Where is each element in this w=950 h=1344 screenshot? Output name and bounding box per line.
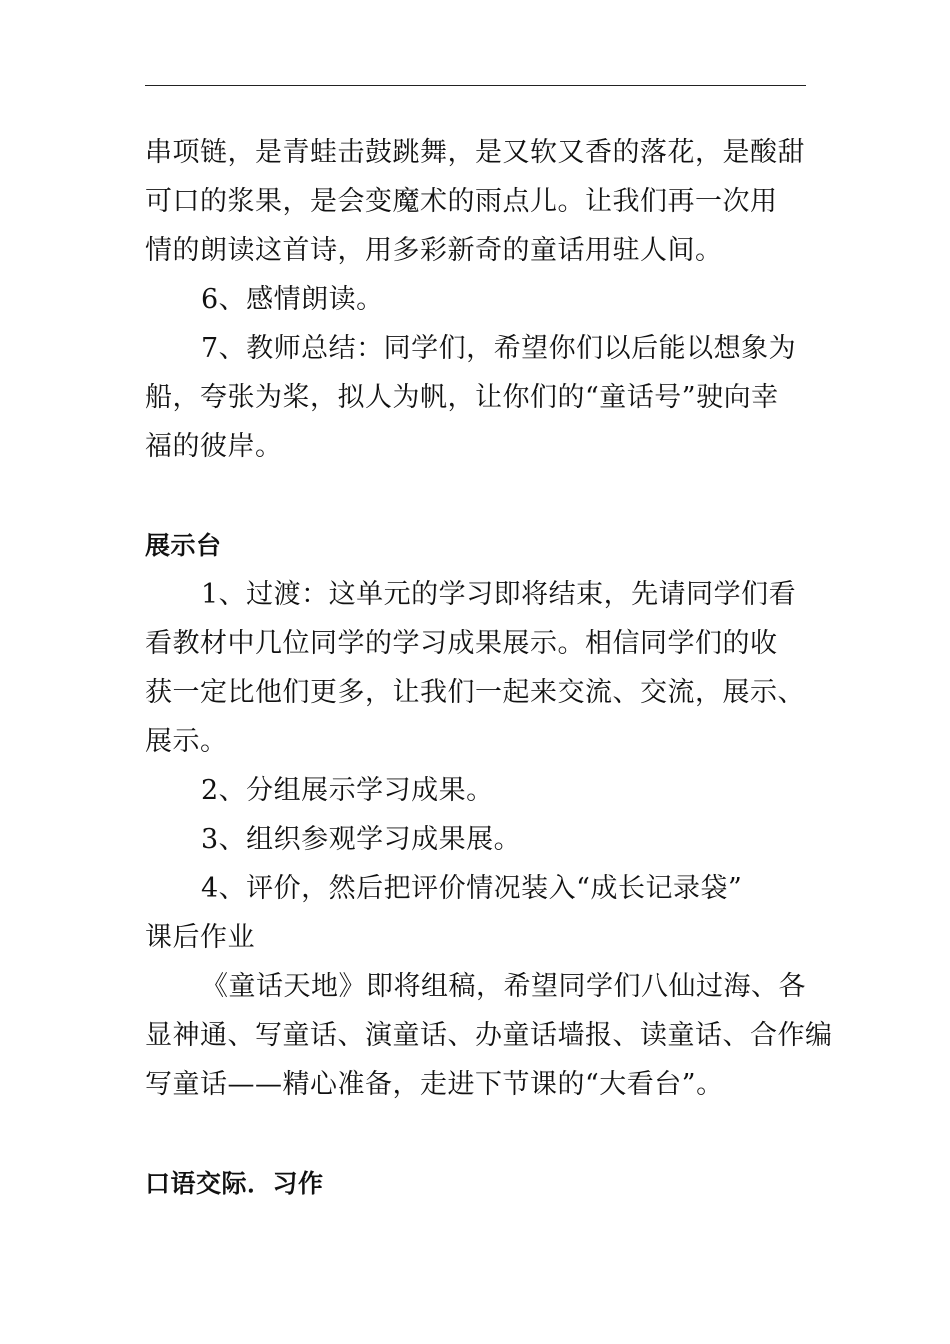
showcase-item-1-line: 展示。 [145, 726, 228, 757]
showcase-item-3: 3、组织参观学习成果展。 [201, 824, 522, 855]
step-7-line: 船，夸张为桨，拟人为帆，让你们的“童话号”驶向幸 [145, 382, 779, 413]
paragraph-line: 串项链，是青蛙击鼓跳舞，是又软又香的落花，是酸甜 [145, 137, 805, 168]
showcase-item-1-line: 获一定比他们更多，让我们一起来交流、交流，展示、 [145, 677, 805, 708]
section-heading-oral-writing: 口语交际．习作 [145, 1169, 324, 1198]
showcase-item-2: 2、分组展示学习成果。 [201, 775, 494, 806]
section-heading-showcase: 展示台 [145, 531, 222, 560]
paragraph-line: 可口的浆果，是会变魔术的雨点儿。让我们再一次用 [145, 186, 778, 217]
spacer [145, 471, 810, 521]
step-6: 6、感情朗读。 [201, 284, 384, 315]
spacer [145, 1109, 810, 1159]
showcase-item-4: 4、评价，然后把评价情况装入“成长记录袋” [201, 873, 743, 904]
showcase-item-1-line: 1、过渡：这单元的学习即将结束，先请同学们看 [201, 579, 797, 610]
showcase-item-1-line: 看教材中几位同学的学习成果展示。相信同学们的收 [145, 628, 778, 659]
paragraph-line: 情的朗读这首诗，用多彩新奇的童话用驻人间。 [145, 235, 723, 266]
homework-title: 课后作业 [145, 922, 255, 953]
step-7-line: 福的彼岸。 [145, 431, 283, 462]
homework-line: 《童话天地》即将组稿，希望同学们八仙过海、各 [201, 971, 806, 1002]
header-rule [145, 85, 806, 86]
step-7-line: 7、教师总结：同学们，希望你们以后能以想象为 [201, 333, 797, 364]
document-body [145, 128, 833, 1208]
homework-line: 写童话——精心准备，走进下节课的“大看台”。 [145, 1069, 724, 1100]
homework-line: 显神通、写童话、演童话、办童话墙报、读童话、合作编 [145, 1020, 833, 1051]
